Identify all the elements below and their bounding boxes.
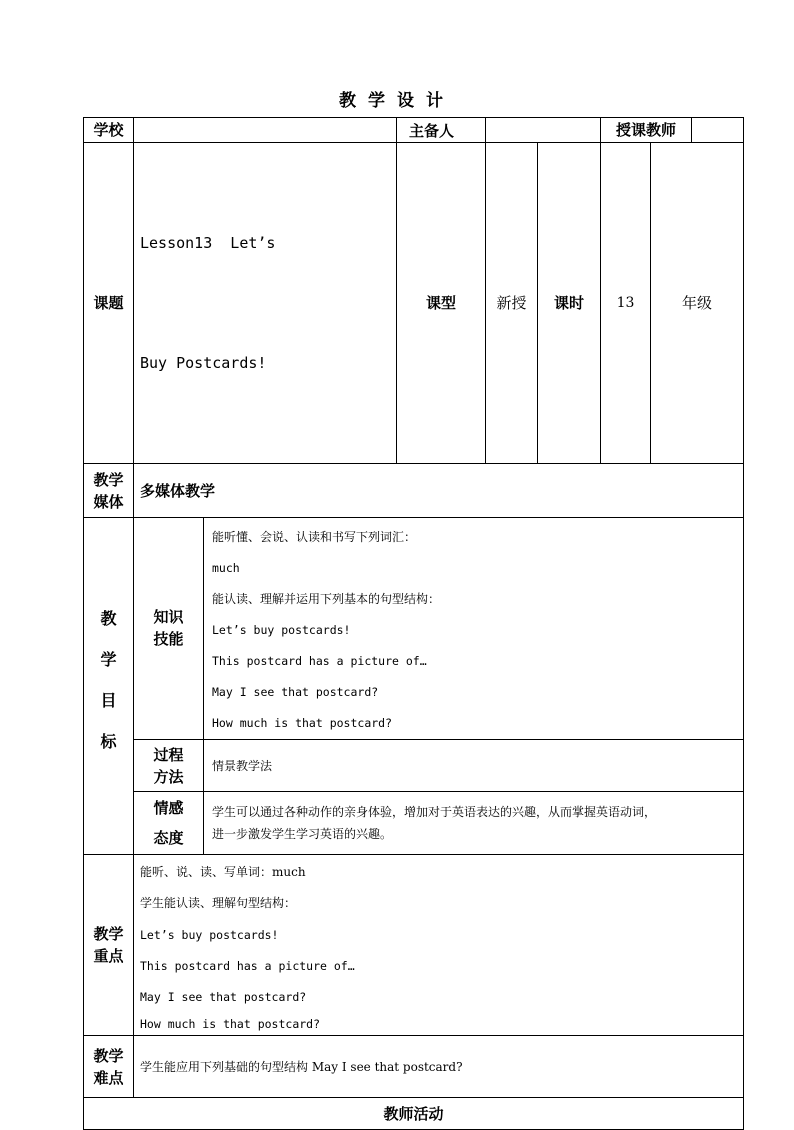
- emotion-value: [204, 792, 744, 855]
- topic-line-1: Lesson13 Let’s: [140, 234, 276, 252]
- difficulty-label-line-1: 教学: [93, 1046, 124, 1065]
- course-info-row: [84, 143, 744, 464]
- school-value: [134, 118, 397, 143]
- emotion-line-1: 学生可以通过各种动作的亲身体验，增加对于英语表达的兴趣，从而掌握英语动词，: [212, 805, 657, 819]
- knowledge-content: [204, 518, 744, 740]
- key-point-line: 学生能认读、理解句型结构：: [140, 896, 297, 910]
- period-label: 课时: [538, 143, 601, 464]
- knowledge-label-line-2: 技能: [153, 630, 184, 648]
- key-point-line: How much is that postcard?: [140, 1017, 321, 1031]
- media-label-line-1: 教学: [93, 470, 124, 489]
- emotion-line-2: 进一步激发学生学习英语的兴趣。: [212, 827, 393, 841]
- emotion-label-line-1: 情感: [153, 799, 184, 817]
- objectives-label-char-2: 学: [100, 650, 117, 669]
- school-label: 学校: [84, 118, 134, 143]
- teacher-value: [692, 118, 743, 142]
- key-point-line: Let’s buy postcards!: [140, 928, 279, 942]
- lesson-type-label: 课型: [397, 143, 486, 464]
- difficulty-label-line-2: 难点: [93, 1068, 124, 1087]
- key-points-label-line-1: 教学: [93, 925, 124, 943]
- objectives-label-char-1: 教: [100, 609, 117, 628]
- objectives-knowledge-row: [84, 518, 744, 740]
- key-points-row: [84, 855, 744, 1036]
- emotion-label: [134, 792, 204, 855]
- knowledge-line: 能听懂、会说、认读和书写下列词汇：: [212, 530, 417, 544]
- objectives-emotion-row: [84, 792, 744, 855]
- knowledge-label: [134, 518, 204, 740]
- knowledge-line: Let’s buy postcards!: [212, 623, 351, 637]
- media-value: 多媒体教学: [134, 464, 744, 518]
- process-label-line-1: 过程: [153, 745, 184, 764]
- process-value: 情景教学法: [204, 740, 744, 792]
- process-label: [134, 740, 204, 792]
- key-points-content: [134, 855, 744, 1036]
- knowledge-line: May I see that postcard?: [212, 685, 379, 699]
- media-label-line-2: 媒体: [93, 492, 124, 511]
- teacher-label: 授课教师: [601, 118, 692, 142]
- teacher-activity-row: [84, 1098, 744, 1130]
- knowledge-line: This postcard has a picture of…: [212, 654, 427, 668]
- teacher-activity-header: 教师活动: [84, 1098, 744, 1130]
- difficulty-value: 学生能应用下列基础的句型结构 May I see that postcard?: [134, 1036, 744, 1098]
- key-point-line: 能听、说、读、写单词：much: [140, 865, 306, 879]
- knowledge-line: 能认读、理解并运用下列基本的句型结构：: [212, 592, 441, 606]
- preparer-label: 主备人: [397, 118, 486, 143]
- key-points-label-line-2: 重点: [93, 947, 124, 965]
- key-point-line: May I see that postcard?: [140, 990, 307, 1004]
- difficulty-row: [84, 1036, 744, 1098]
- objectives-label-char-3: 目: [100, 691, 117, 710]
- knowledge-line: much: [212, 561, 240, 575]
- knowledge-line: How much is that postcard?: [212, 716, 393, 730]
- grade-label: 年级: [651, 143, 744, 464]
- key-point-line: This postcard has a picture of…: [140, 959, 355, 973]
- media-row: [84, 464, 744, 518]
- header-info-row: [84, 118, 744, 143]
- document-title: 教学设计: [339, 91, 455, 111]
- objectives-label-char-4: 标: [100, 732, 117, 751]
- period-value: 13: [601, 143, 651, 464]
- process-label-line-2: 方法: [153, 767, 184, 786]
- preparer-value: [486, 118, 601, 143]
- lesson-plan-table: [83, 117, 744, 1130]
- emotion-label-line-2: 态度: [153, 829, 184, 847]
- topic-line-2: Buy Postcards!: [140, 354, 267, 372]
- topic-value: [134, 143, 397, 464]
- topic-label: 课题: [84, 143, 134, 464]
- difficulty-label: [84, 1036, 134, 1098]
- lesson-type-value: 新授: [486, 143, 538, 464]
- key-points-label: [84, 855, 134, 1036]
- objectives-label: [84, 518, 134, 855]
- teacher-cell: [601, 118, 744, 143]
- objectives-process-row: [84, 740, 744, 792]
- knowledge-label-line-1: 知识: [153, 608, 184, 626]
- media-label: [84, 464, 134, 518]
